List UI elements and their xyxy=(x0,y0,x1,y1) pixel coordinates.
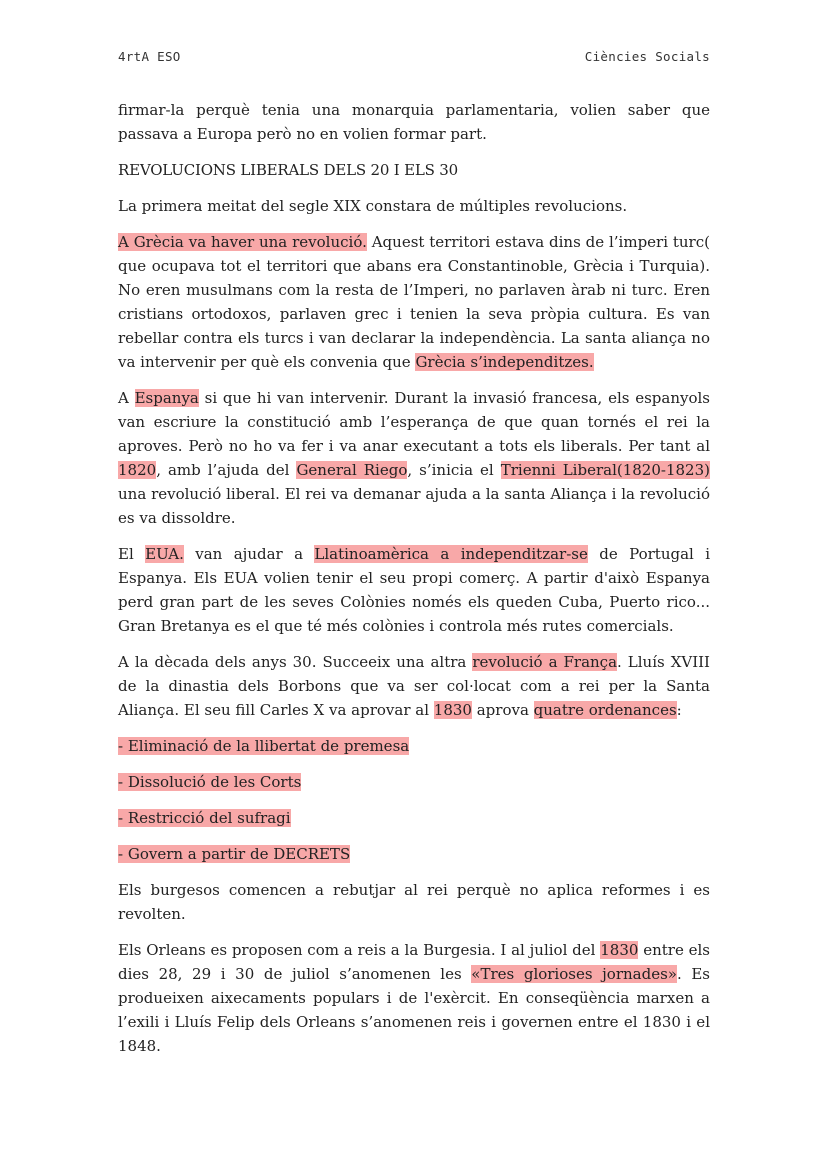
highlight: Espanya xyxy=(134,389,199,407)
highlight: - Govern a partir de DECRETS xyxy=(118,845,351,863)
section-heading: REVOLUCIONS LIBERALS DELS 20 I ELS 30 xyxy=(118,161,458,179)
highlight: Llatinoamèrica a independitzar-se xyxy=(314,545,588,563)
highlight: revolució a França xyxy=(472,653,618,671)
highlight: A Grècia va haver una revolució. xyxy=(118,233,367,251)
list-item xyxy=(118,770,710,794)
highlight: Trienni Liberal(1820-1823) xyxy=(500,461,710,479)
highlight: Grècia s’independitzes. xyxy=(415,353,594,371)
highlight: - Dissolució de les Corts xyxy=(118,773,302,791)
paragraph: A Grècia va haver una revolució. Aquest territori estava dins de l’imperi turc( que ocupava tot el territori que abans era Constantinoble, Grècia i Turquia). No eren musulmans com la resta de l’Imperi, no parlaven àrab ni turc. Eren cristians ortodoxos, parlaven grec i tenien la seva pròpia cultura. Es van rebellar contra els turcs i van declarar la independència. La santa aliança no va intervenir per què els convenia que Grècia s’independitzes. xyxy=(118,233,710,371)
highlight: 1820 xyxy=(118,461,157,479)
highlight: - Restricció del sufragi xyxy=(118,809,291,827)
paragraph: A la dècada dels anys 30. Succeeix una altra revolució a França. Lluís XVIII de la dinastia dels Borbons que va ser col·locat com a rei per la Santa Aliança. El seu fill Carles X va aprovar al 1830 aprova quatre ordenances: xyxy=(118,653,710,719)
list-item xyxy=(118,842,710,866)
highlight: quatre ordenances xyxy=(533,701,677,719)
paragraph: firmar-la perquè tenia una monarquia parlamentaria, volien saber que passava a Europa però no en volien formar part. xyxy=(118,101,710,143)
paragraph: A Espanya si que hi van intervenir. Durant la invasió francesa, els espanyols van escriure la constitució amb l’esperança de que quan tornés el rei la aproves. Però no ho va fer i va anar executant a tots els liberals. Per tant al 1820, amb l’ajuda del General Riego, s’inicia el Trienni Liberal(1820-1823) una revolució liberal. El rei va demanar ajuda a la santa Aliança i la revolució es va dissoldre. xyxy=(118,389,710,527)
paragraph: Els Orleans es proposen com a reis a la Burgesia. I al juliol del 1830 entre els dies 28, 29 i 30 de juliol s’anomenen les «Tres glorioses jornades». Es produeixen aixecaments populars i de l'exèrcit. En conseqüència marxen a l’exili i Lluís Felip dels Orleans s’anomenen reis i governen entre el 1830 i el 1848. xyxy=(118,941,710,1055)
highlight: General Riego xyxy=(296,461,408,479)
header-subject: Ciències Socials xyxy=(584,49,710,64)
highlight: - Eliminació de la llibertat de premesa xyxy=(118,737,410,755)
highlight: 1830 xyxy=(433,701,472,719)
highlight: EUA. xyxy=(145,545,184,563)
paragraph: La primera meitat del segle XIX constara de múltiples revolucions. xyxy=(118,197,628,215)
paragraph: Els burgesos comencen a rebutjar al rei perquè no aplica reformes i es revolten. xyxy=(118,881,710,923)
paragraph: El EUA. van ajudar a Llatinoamèrica a independitzar-se de Portugal i Espanya. Els EUA volien tenir el seu propi comerç. A partir d'això Espanya perd gran part de les seves Colònies només els queden Cuba, Puerto rico... Gran Bretanya es el que té més colònies i controla més rutes comercials. xyxy=(118,545,711,635)
highlight: 1830 xyxy=(600,941,639,959)
list-item xyxy=(118,734,710,758)
document-body xyxy=(118,98,710,1070)
highlight: «Tres glorioses jornades» xyxy=(471,965,677,983)
list-item xyxy=(118,806,710,830)
header-course: 4rtA ESO xyxy=(118,49,181,64)
